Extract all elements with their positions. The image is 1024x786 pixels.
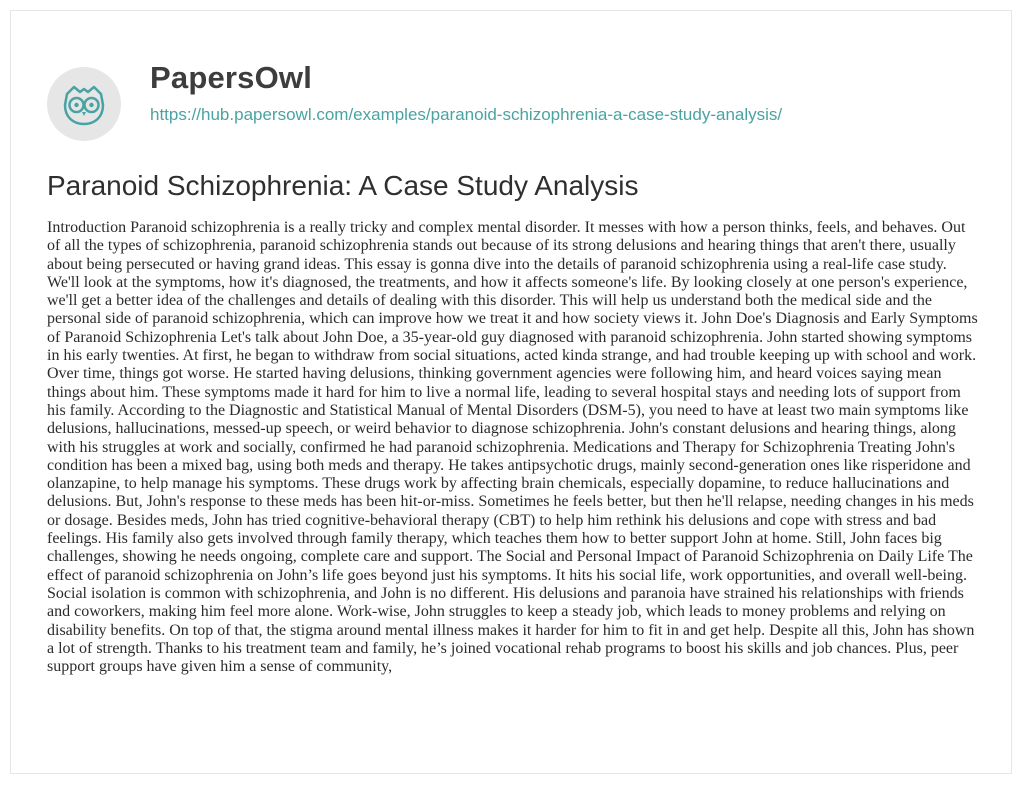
owl-logo-graphic (47, 67, 121, 141)
article-body: Introduction Paranoid schizophrenia is a really tricky and complex mental disorder. It messes with how a person thinks, feels, and behaves. Out of all the types of schizophrenia, paranoid schizophrenia stands out because of its strong delusions and hearing things that aren't there, usually about being persecuted or having grand ideas. This essay is gonna dive into the details of paranoid schizophrenia using a real-life case study. We'll look at the symptoms, how it's diagnosed, the treatments, and how it affects someone's life. By looking closely at one person's experience, we'll get a better idea of the challenges and details of dealing with this disorder. This will help us understand both the medical side and the personal side of paranoid schizophrenia, which can improve how we treat it and how society views it. John Doe's Diagnosis and Early Symptoms of Paranoid Schizophrenia Let's talk about John Doe, a 35-year-old guy diagnosed with paranoid schizophrenia. John started showing symptoms in his early twenties. At first, he began to withdraw from social situations, acted kinda strange, and had trouble keeping up with school and work. Over time, things got worse. He started having delusions, thinking government agencies were following him, and heard voices saying mean things about him. These symptoms made it hard for him to live a normal life, leading to several hospital stays and needing lots of support from his family. According to the Diagnostic and Statistical Manual of Mental Disorders (DSM-5), you need to have at least two main symptoms like delusions, hallucinations, messed-up speech, or weird behavior to diagnose schizophrenia. John's constant delusions and hearing things, along with his struggles at work and socially, confirmed he had paranoid schizophrenia. Medications and Therapy for Schizophrenia Treating John's condition has been a mixed bag, using both meds and therapy. He takes antipsychotic drugs, mainly second-generation ones like risperidone and olanzapine, to help manage his symptoms. These drugs work by affecting brain chemicals, especially dopamine, to reduce hallucinations and delusions. But, John's response to these meds has been hit-or-miss. Sometimes he feels better, but then he'll relapse, needing changes in his meds or dosage. Besides meds, John has tried cognitive-behavioral therapy (CBT) to help him rethink his delusions and cope with stress and bad feelings. His family also gets involved through family therapy, which teaches them how to better support John at home. Still, John faces big challenges, showing he needs ongoing, complete care and support. The Social and Personal Impact of Paranoid Schizophrenia on Daily Life The effect of paranoid schizophrenia on John’s life goes beyond just his symptoms. It hits his social life, work opportunities, and overall well-being. Social isolation is common with schizophrenia, and John is no different. His delusions and paranoia have strained his relationships with friends and coworkers, making him feel more alone. Work-wise, John struggles to keep a steady job, which leads to money problems and relying on disability benefits. On top of that, the stigma around mental illness makes it harder for him to fit in and get help. Despite all this, John has shown a lot of strength. Thanks to his treatment team and family, he’s joined vocational rehab programs to boost his skills and job chances. Plus, peer support groups have given him a sense of community, (47, 219, 978, 676)
page-title: Paranoid Schizophrenia: A Case Study Analysis (47, 170, 639, 201)
source-url-link[interactable]: https://hub.papersowl.com/examples/paranoid-schizophrenia-a-case-study-analysis/ (150, 105, 783, 124)
owl-logo-icon[interactable] (47, 67, 121, 141)
brand-name: PapersOwl (150, 60, 313, 95)
site-header (0, 0, 1024, 160)
